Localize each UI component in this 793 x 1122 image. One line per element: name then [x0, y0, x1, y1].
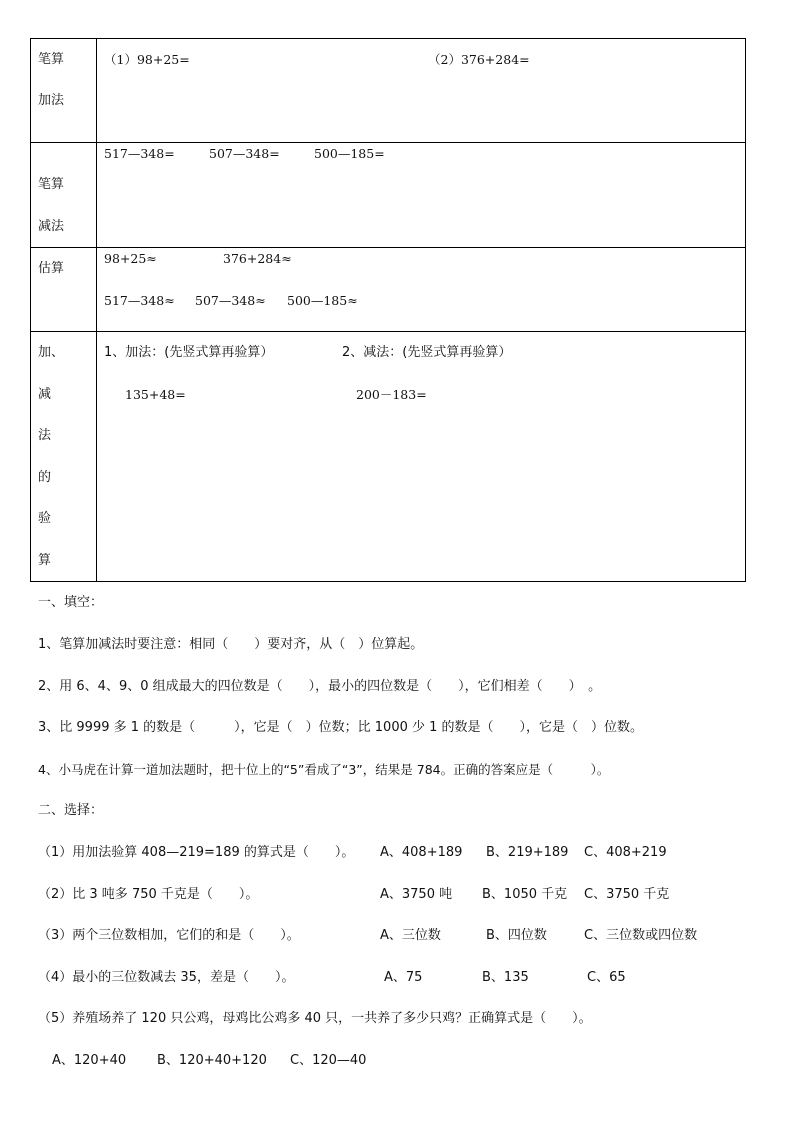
table-border — [30, 38, 31, 582]
table-border — [30, 581, 746, 582]
problem: 507—348= — [209, 146, 280, 161]
row-label: 验 — [38, 511, 52, 526]
problem: 500—185≈ — [287, 293, 358, 308]
table-border — [30, 38, 746, 39]
option-b: B、四位数 — [486, 928, 547, 943]
problem: （1）98+25= — [104, 52, 190, 67]
option-b: B、1050 千克 — [482, 887, 568, 902]
option-a: A、75 — [384, 970, 423, 985]
problem: 200－183= — [356, 387, 427, 402]
option-b: B、135 — [482, 970, 529, 985]
question: 2、用 6、4、9、0 组成最大的四位数是（ ），最小的四位数是（ ），它们相差（ ） 。 — [38, 679, 602, 694]
instruction: 2、减法：(先竖式算再验算） — [342, 345, 512, 360]
table-divider — [30, 331, 746, 332]
question: 3、比 9999 多 1 的数是（ ），它是（ ）位数；比 1000 少 1 的数是（ ），它是（ ）位数。 — [38, 720, 644, 735]
question: （1）用加法验算 408—219=189 的算式是（ ）。 — [38, 845, 355, 860]
row-label: 减 — [38, 387, 52, 402]
section-heading: 一、填空： — [38, 595, 104, 610]
row-label: 估算 — [38, 261, 65, 276]
row-label: 加、 — [38, 345, 65, 360]
row-label: 减法 — [38, 219, 65, 234]
table-border — [745, 38, 746, 582]
question: （4）最小的三位数减去 35，差是（ ）。 — [38, 970, 295, 985]
problem: 507—348≈ — [195, 293, 266, 308]
row-label: 笔算 — [38, 177, 65, 192]
table-divider — [30, 142, 746, 143]
problem: 517—348≈ — [104, 293, 175, 308]
question: 4、小马虎在计算一道加法题时，把十位上的“5”看成了“3”，结果是 784。正确的答案应是（ ）。 — [38, 762, 610, 777]
problem: 376+284≈ — [223, 251, 292, 266]
question: 1、笔算加减法时要注意：相同（ ）要对齐，从（ ）位算起。 — [38, 637, 424, 652]
problem: 517—348= — [104, 146, 175, 161]
option-b: B、219+189 — [486, 845, 569, 860]
option-c: C、三位数或四位数 — [584, 928, 698, 943]
problem: （2）376+284= — [428, 52, 530, 67]
question: （5）养殖场养了 120 只公鸡，母鸡比公鸡多 40 只，一共养了多少只鸡？正确算式是（ ）。 — [38, 1011, 592, 1026]
row-label: 笔算 — [38, 52, 65, 67]
option-a: A、120+40 — [52, 1053, 127, 1068]
table-divider — [96, 38, 97, 582]
option-b: B、120+40+120 — [157, 1053, 267, 1068]
problem: 135+48= — [125, 387, 186, 402]
option-c: C、120—40 — [290, 1053, 367, 1068]
option-a: A、3750 吨 — [380, 887, 453, 902]
row-label: 的 — [38, 470, 52, 485]
option-a: A、三位数 — [380, 928, 441, 943]
option-a: A、408+189 — [380, 845, 463, 860]
option-c: C、408+219 — [584, 845, 667, 860]
question: （2）比 3 吨多 750 千克是（ ）。 — [38, 887, 259, 902]
option-c: C、65 — [587, 970, 626, 985]
problem: 98+25≈ — [104, 251, 157, 266]
instruction: 1、加法：(先竖式算再验算） — [104, 345, 274, 360]
problem: 500—185= — [314, 146, 385, 161]
table-divider — [30, 247, 746, 248]
section-heading: 二、选择： — [38, 803, 104, 818]
row-label: 法 — [38, 428, 52, 443]
row-label: 算 — [38, 553, 52, 568]
option-c: C、3750 千克 — [584, 887, 670, 902]
question: （3）两个三位数相加，它们的和是（ ）。 — [38, 928, 300, 943]
row-label: 加法 — [38, 93, 65, 108]
